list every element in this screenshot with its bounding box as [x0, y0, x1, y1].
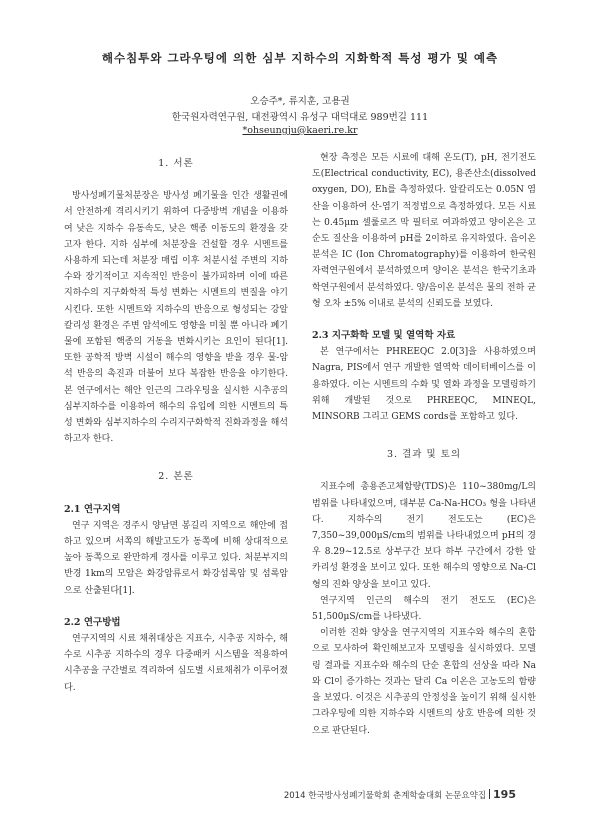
right-column — [312, 150, 536, 739]
section-heading-intro: 1. 서론 — [158, 158, 194, 169]
subsection-heading-method: 2.2 연구방법 — [64, 616, 121, 628]
page-footer — [284, 788, 516, 801]
paper-title: 해수침투와 그라우팅에 의한 심부 지하수의 지화학적 특성 평가 및 예측 — [101, 51, 499, 65]
subsection-heading-study-area: 2.1 연구지역 — [64, 503, 121, 515]
model-paragraph: 본 연구에서는 PHREEQC 2.0[3]을 사용하였으며 Nagra, PIS에서 연구 개발한 열역학 데이터베이스를 이용하였다. 이는 시멘트의 수화 및 열화 과정을 모델링하기 위해 개발된 것으로 PHREEQC, MINEQL, MINSORB 그리고 GEMS cords를 포함하고 있다. — [312, 347, 536, 423]
results-paragraph-3: 이러한 진화 양상을 연구지역의 지표수와 해수의 혼합으로 모사하여 확인해보고자 모델링을 실시하였다. 모델링 결과를 지표수와 해수의 단순 혼합의 선상을 따라 Na와 Cl이 증가하는 것과는 달리 Ca 이온은 고농도의 함량을 보였다. 이것은 시추공의 안정성을 높이기 위해 실시한 그라우팅에 의한 지하수와 시멘트의 상호 반응에 의한 것으로 판단된다. — [312, 628, 536, 736]
study-area-paragraph: 연구 지역은 경주시 양남면 봉길리 지역으로 해안에 접하고 있으며 서쪽의 해발고도가 동쪽에 비해 상대적으로 높아 동쪽으로 완만하게 경사를 이루고 있다. 처분부지의 반경 1km의 모암은 화강암류로서 화강섬록암 및 섬록암으로 산출된다[1]. — [64, 520, 288, 596]
method-paragraph-1: 연구지역의 시료 채취대상은 지표수, 시추공 지하수, 해수로 시추공 지하수의 경우 다중패커 시스템을 적용하여 시추공을 구간별로 격리하여 심도별 시료채취가 이루어졌다. — [64, 634, 288, 693]
section-heading-results: 3. 결과 및 토의 — [386, 449, 461, 461]
subsection-heading-model: 2.3 지구화학 모델 및 열역학 자료 — [312, 330, 456, 342]
author-list: 오승주*, 류지훈, 고용권 — [250, 96, 350, 107]
intro-paragraph: 방사성폐기물처분장은 방사성 폐기물을 인간 생활권에서 안전하게 격리시키기 위하여 다중방벽 개념을 이용하여 낮은 지하수 유동속도, 낮은 핵종 이동도의 환경을 갖고자 한다. 지하 심부에 처분장을 건설할 경우 시멘트를 사용하게 되는데 처분장 매립 이후 처분시설 주변의 지하수와 장기적이고 지속적인 반응이 불가피하며 이에 따른 지하수의 지구화학적 특성 변화는 시멘트의 변질을 야기 시킨다. 또한 시멘트와 지하수의 반응으로 형성되는 강알칼리성 환경은 주변 암석에도 영향을 미칠 뿐 아니라 폐기물에 포함된 핵종의 거동을 변화시키는 요인이 된다[1]. 또한 공학적 방벽 시설이 해수의 영향을 받을 경우 물-암석 반응의 촉진과 더불어 보다 복잡한 반응을 야기한다. 본 연구에서는 해안 인근의 그라우팅을 실시한 시추공의 심부지하수를 이용하여 해수의 유입에 의한 시멘트의 특성 변화와 심부지하수의 수리지구화학적 진화과정을 해석하고자 한다. — [64, 191, 288, 445]
results-paragraph-2: 연구지역 인근의 해수의 전기 전도도 (EC)은 51,500μS/cm를 나타냈다. — [312, 595, 536, 623]
page-number: 195 — [493, 788, 516, 801]
section-heading-body: 2. 본론 — [158, 471, 194, 483]
conference-name: 2014 한국방사성폐기물학회 춘계학술대회 논문요약집 — [283, 791, 487, 801]
footer-divider — [489, 789, 490, 799]
method-paragraph-2: 현장 측정은 모든 시료에 대해 온도(T), pH, 전기전도도(Electrical conductivity, EC), 용존산소(dissolved oxygen, DO), Eh를 측정하였다. 알칼리도는 0.05N 염산을 이용하여 산-염기 적정법으로 측정하였다. 모든 시료는 0.45μm 셀룰로즈 막 필터로 여과하였고 양이온은 고순도 질산을 이용하여 pH를 2이하로 유지하였다. 음이온분석은 IC (Ion Chromatography)를 이용하여 한국원자력연구원에서 분석하였으며 양이온 분석은 한국기초과학연구원에서 분석하였다. 양/음이온 분석은 물의 전하 균형 오차 ±5% 이내로 분석의 신뢰도를 보였다. — [312, 153, 536, 309]
author-email[interactable]: *ohseungju@kaeri.re.kr — [242, 125, 358, 136]
affiliation: 한국원자력연구원, 대전광역시 유성구 대덕대로 989번길 111 — [171, 112, 429, 123]
left-column — [64, 150, 288, 696]
results-paragraph-1: 지표수에 총용존고체함량(TDS)은 110~380mg/L의 범위를 나타내었으며, 대부분 Ca-Na-HCO₃ 형을 나타낸다. 지하수의 전기 전도도는 (EC)은 7,350~39,000μS/cm의 범위를 나타내었으며 pH의 경우 8.29~12.5로 상부구간 보다 하부 구간에서 강한 알카리성 환경을 보이고 있다. 또한 해수의 영향으로 Na-Cl형의 진화 양상을 보이고 있다. — [312, 482, 536, 590]
